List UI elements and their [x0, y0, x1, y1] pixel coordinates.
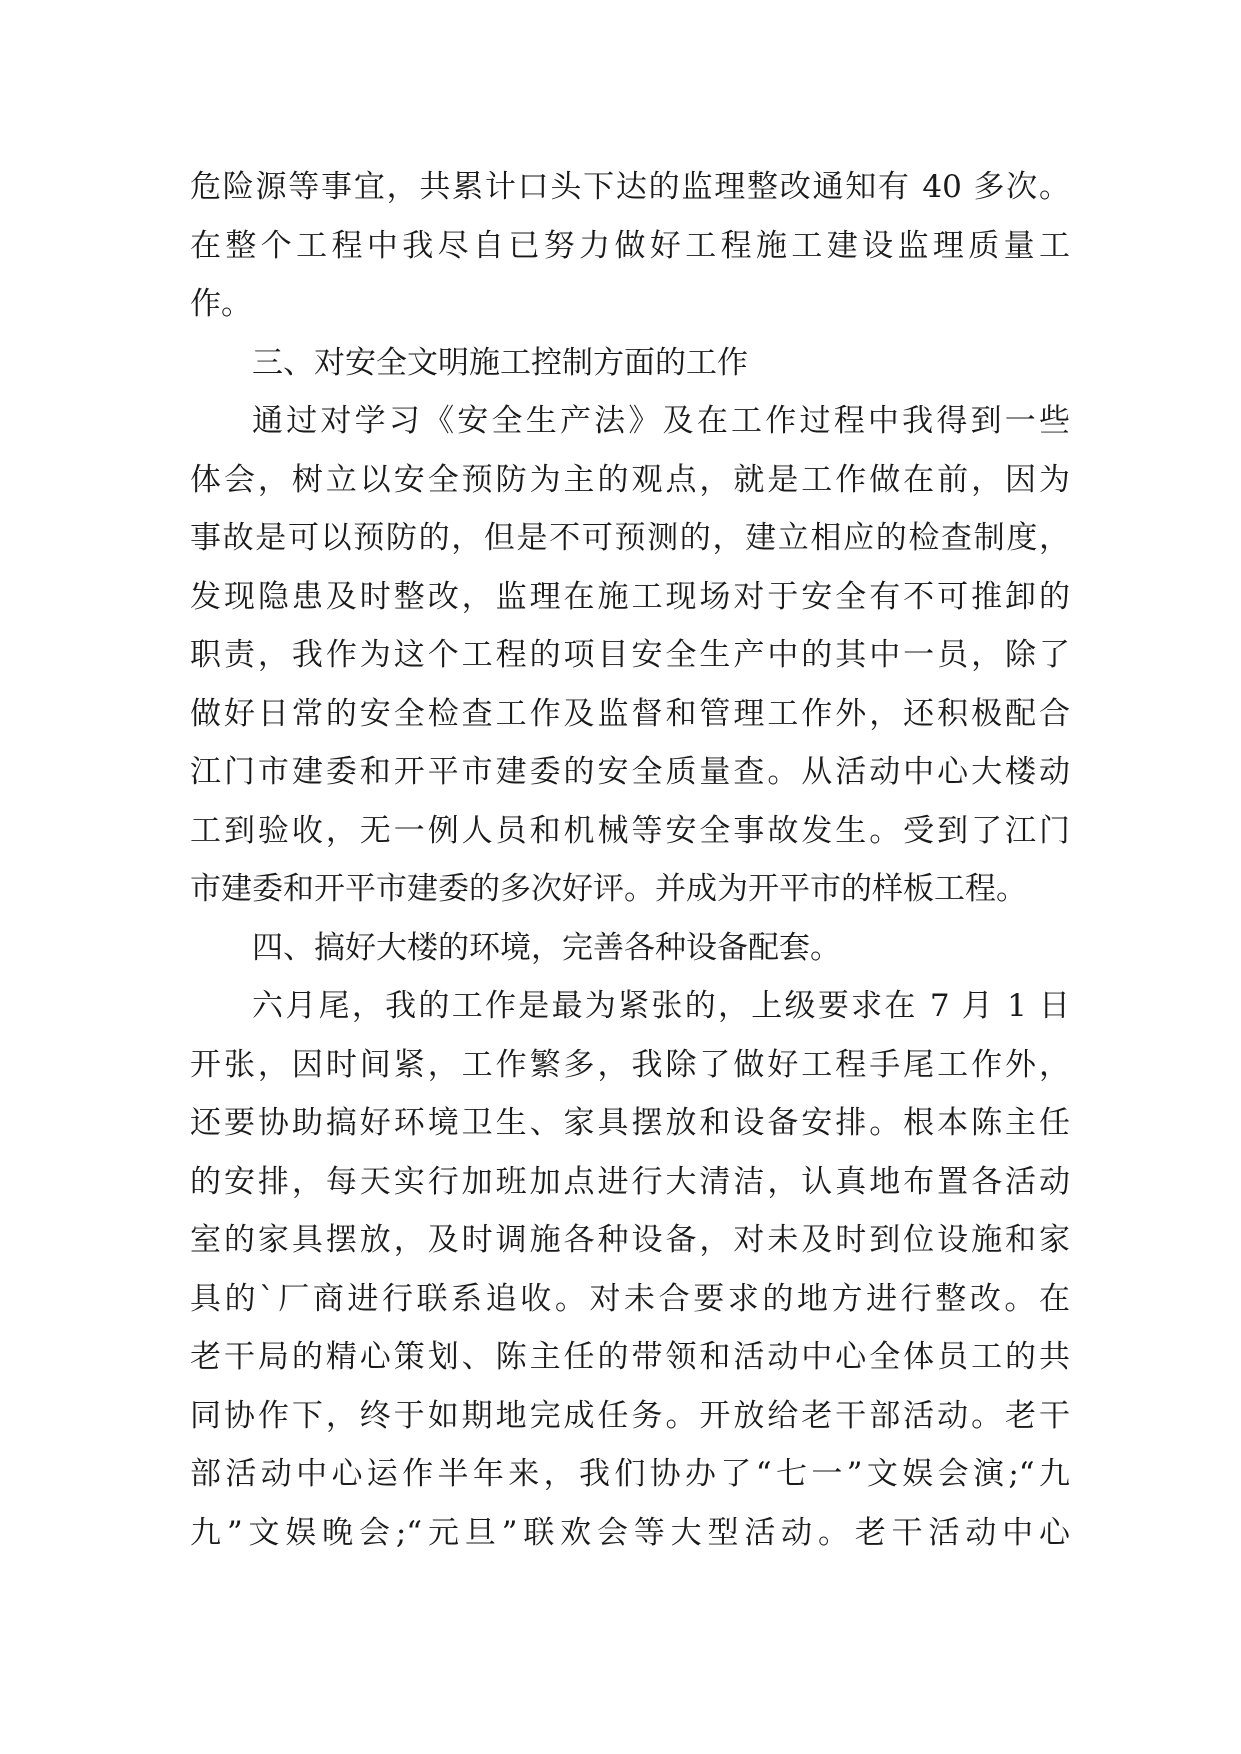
text-line: 还要协助搞好环境卫生、家具摆放和设备安排。根本陈主任	[190, 1105, 1070, 1141]
text-line: 老干局的精心策划、陈主任的带领和活动中心全体员工的共	[190, 1339, 1070, 1375]
text-line: 开张，因时间紧，工作繁多，我除了做好工程手尾工作外，	[190, 1046, 1070, 1083]
text-line: 事故是可以预防的，但是不可预测的，建立相应的检查制度，	[190, 520, 1070, 556]
text-line: 职责，我作为这个工程的项目安全生产中的其中一员，除了	[190, 637, 1070, 673]
text-line: 九”文娱晚会;“元旦”联欢会等大型活动。老干活动中心	[190, 1514, 1070, 1551]
text-line: 同协作下，终于如期地完成任务。开放给老干部活动。老干	[190, 1397, 1070, 1434]
text-line: 室的家具摆放，及时调施各种设备，对未及时到位设施和家	[190, 1222, 1070, 1258]
text-line: 发现隐患及时整改，监理在施工现场对于安全有不可推卸的	[190, 578, 1070, 615]
text-line: 四、搞好大楼的环境，完善各种设备配套。	[252, 929, 841, 966]
text-line: 通过对学习《安全生产法》及在工作过程中我得到一些	[252, 403, 1070, 439]
body-text	[190, 158, 1070, 1562]
text-line: 危险源等事宜，共累计口头下达的监理整改通知有 40 多次。	[190, 169, 1070, 205]
text-line: 做好日常的安全检查工作及监督和管理工作外，还积极配合	[190, 695, 1070, 732]
text-line: 作。	[190, 286, 252, 322]
text-line: 的安排，每天实行加班加点进行大清洁，认真地布置各活动	[190, 1163, 1070, 1200]
text-line: 具的`厂商进行联系追收。对未合要求的地方进行整改。在	[190, 1280, 1070, 1317]
text-line: 市建委和开平市建委的多次好评。并成为开平市的样板工程。	[190, 871, 1027, 907]
text-line: 体会，树立以安全预防为主的观点，就是工作做在前，因为	[190, 461, 1070, 498]
text-line: 江门市建委和开平市建委的安全质量查。从活动中心大楼动	[190, 754, 1070, 790]
text-line: 工到验收，无一例人员和机械等安全事故发生。受到了江门	[190, 812, 1070, 849]
text-line: 在整个工程中我尽自已努力做好工程施工建设监理质量工	[190, 227, 1070, 264]
text-line: 部活动中心运作半年来，我们协办了“七一”文娱会演;“九	[190, 1456, 1070, 1492]
text-line: 三、对安全文明施工控制方面的工作	[252, 344, 748, 381]
text-line: 六月尾，我的工作是最为紧张的，上级要求在 7 月 1 日	[252, 988, 1070, 1024]
